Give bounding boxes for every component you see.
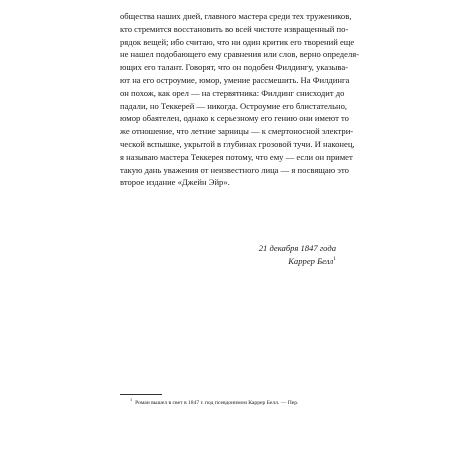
signature-author: Каррер Белл (288, 255, 334, 266)
text-line: рядок вещей; ибо считаю, что ни один критик его творений еще (120, 36, 355, 47)
signature-block (259, 242, 336, 268)
signature-author-line (259, 255, 336, 268)
text-line: такую дань уважения от неизвестного лица — я посвящаю это (120, 164, 349, 175)
text-line: не нашел подобающего ему сравнения или слов, верно определя- (120, 49, 360, 60)
text-line: ческой вспышке, укрытой в глубинах грозовой тучи. И наконец, (120, 138, 355, 149)
text-line: он похож, как орел — на стервятника: Филдинг снисходит до (120, 87, 345, 98)
footnote-reference: 1 (333, 255, 336, 262)
footnote (130, 399, 340, 407)
text-line: ющих его талант. Говорят, что он подобен Филдингу, указыва- (120, 62, 349, 73)
main-text (120, 10, 360, 189)
text-line: юмор обаятелен, однако к серьезному его гению они имеют то (120, 113, 349, 124)
text-line-last: второе издание «Джейн Эйр». (120, 177, 230, 188)
footnote-mark: 1 (130, 397, 133, 403)
text-line: я называю мастера Теккерея потому, что ему — если он примет (120, 151, 353, 162)
signature-date: 21 декабря 1847 года (258, 243, 336, 253)
footnote-divider (120, 394, 162, 395)
text-line: же отношение, что летние зарницы — к смертоносной электри- (120, 126, 354, 137)
text-line: кто стремится восстановить во всей чистоте извращенный по- (120, 23, 349, 34)
text-line: падали, но Теккерей — никогда. Остроумие его блистательно, (120, 100, 348, 111)
text-line: ют на его остроумие, юмор, умение рассмешить. На Филдинга (120, 74, 350, 85)
text-line: общества наших дней, главного мастера среди тех тружеников, (120, 11, 352, 21)
footnote-text: Роман вышел в свет в 1847 г. под псевдонимом Каррер Белл. — Пер. (135, 400, 299, 406)
